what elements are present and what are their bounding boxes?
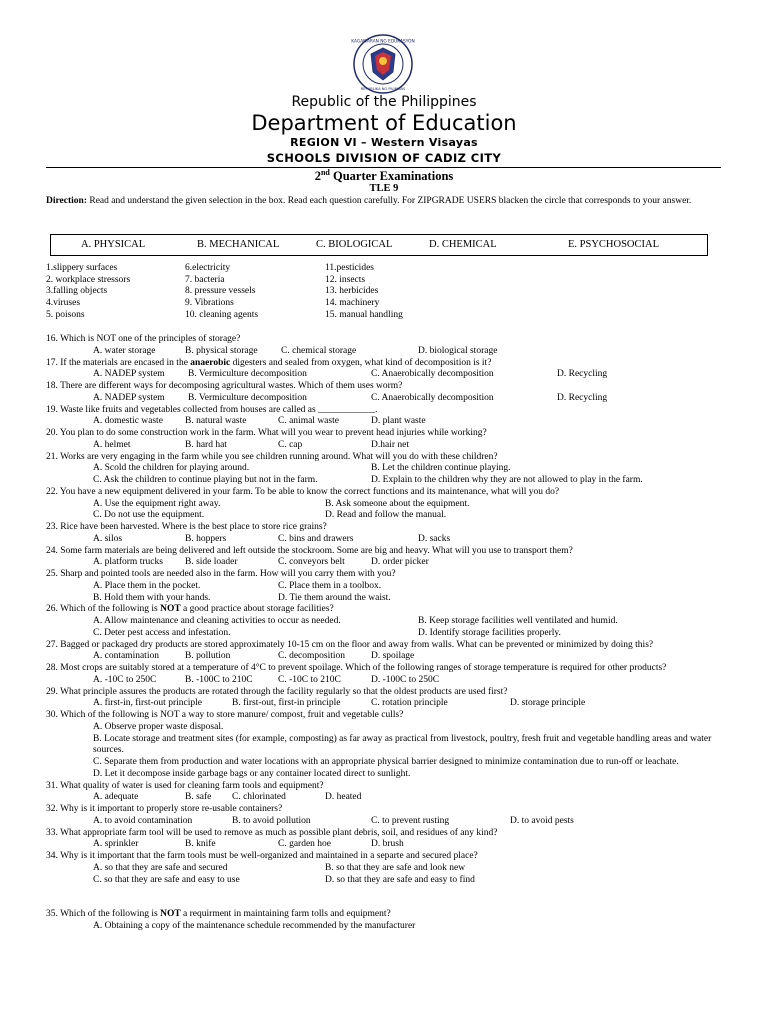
- option: D. Read and follow the manual.: [325, 510, 447, 521]
- option: B. physical storage: [185, 345, 258, 356]
- list-item: 1.slippery surfaces: [46, 263, 118, 273]
- option: A. domestic waste: [93, 416, 163, 427]
- option: D. sacks: [418, 533, 451, 544]
- division-heading: SCHOOLS DIVISION OF CADIZ CITY: [266, 151, 502, 165]
- question-22: 22. You have a new equipment delivered in your farm. To be able to know the correct functions and its maintenance, what will you do?: [46, 486, 560, 497]
- option: D. so that they are safe and easy to find: [325, 874, 475, 885]
- option: B. Locate storage and treatment sites (for example, composting) as far away as practical from livestock, poultry, fresh fruit and vegetable handling areas and water sources.: [93, 733, 712, 756]
- question-31-options: [46, 792, 726, 804]
- option: C. Anaerobically decomposition: [371, 369, 494, 380]
- option: C. chlorinated: [232, 792, 286, 803]
- option: D. plant waste: [371, 416, 426, 427]
- list-item: 9. Vibrations: [185, 298, 234, 309]
- option: D. -100C to 250C: [371, 674, 440, 685]
- option: A. adequate: [93, 792, 139, 803]
- option: A. Observe proper waste disposal.: [93, 721, 224, 732]
- items-column-3: [325, 263, 403, 322]
- option: B. hard hat: [185, 439, 227, 450]
- question-19: 19. Waste like fruits and vegetables collected from houses are called as ____________.: [46, 404, 378, 415]
- list-item: 3.falling objects: [46, 286, 108, 297]
- question-27: 27. Bagged or packaged dry products are stored approximately 10-15 cm on the floor and away from walls. What can be prevented or minimized by doing this?: [46, 639, 654, 650]
- option: B. side loader: [185, 557, 238, 568]
- option: C. Deter pest access and infestation.: [93, 627, 231, 638]
- option: C. rotation principle: [371, 698, 448, 709]
- option: B. hoppers: [185, 533, 227, 544]
- question-34: 34. Why is it important that the farm tools must be well-organized and maintained in a separte and secured place?: [46, 851, 478, 861]
- option: B. Keep storage facilities well ventilated and humid.: [418, 616, 618, 626]
- option: A. Use the equipment right away.: [93, 498, 221, 509]
- option: C. -10C to 210C: [278, 674, 341, 685]
- question-18: 18. There are different ways for decomposing agricultural wastes. Which of them uses worm?: [46, 381, 403, 391]
- question-16-options: [46, 346, 726, 358]
- option: D. brush: [371, 839, 404, 850]
- question-18-options: [46, 393, 726, 405]
- option: D. heated: [325, 792, 362, 803]
- question-26: 26. Which of the following is NOT a good practice about storage facilities?: [46, 604, 334, 615]
- question-23: 23. Rice have been harvested. Where is the best place to store rice grains?: [46, 522, 327, 532]
- question-27-options: [46, 651, 726, 663]
- option: B. natural waste: [185, 416, 247, 427]
- option: D. order picker: [371, 557, 429, 568]
- question-29: 29. What principle assures the products are rotated through the facility regularly so that the oldest products are used first?: [46, 686, 508, 697]
- option: A. -10C to 250C: [93, 674, 157, 685]
- option: C. Anaerobically decomposition: [371, 392, 494, 403]
- option: D.hair net: [371, 439, 409, 450]
- option: A. first-in, first-out principle: [93, 698, 202, 709]
- question-32-options: [46, 816, 726, 828]
- question-22-options-row2: [46, 510, 726, 522]
- question-35: 35. Which of the following is NOT a requirment in maintaining farm tolls and equipment?: [46, 909, 391, 920]
- option: C. to prevent rusting: [371, 815, 450, 826]
- hazard-choices-box: [50, 234, 708, 256]
- option: B. Hold them with your hands.: [93, 592, 211, 603]
- list-item: 6.electricity: [185, 263, 231, 273]
- option: B. safe: [185, 792, 212, 803]
- list-item: 4.viruses: [46, 298, 81, 309]
- option: C. decomposition: [278, 651, 346, 662]
- option: A. Obtaining a copy of the maintenance schedule recommended by the manufacturer: [93, 921, 416, 931]
- question-28-options: [46, 675, 726, 687]
- exam-title: 2nd Quarter Examinations: [314, 168, 454, 184]
- choice-chemical: D. CHEMICAL: [429, 239, 497, 250]
- list-item: 8. pressure vessels: [185, 286, 256, 297]
- option: B. Let the children continue playing.: [371, 463, 511, 474]
- option: B. Vermiculture decomposition: [188, 369, 307, 380]
- question-26-options-row2: [46, 628, 726, 640]
- list-item: 5. poisons: [46, 309, 85, 320]
- option: B. -100C to 210C: [185, 674, 253, 685]
- question-17: 17. If the materials are encased in the anaerobic digesters and sealed from oxygen, what kind of decomposition is it?: [46, 357, 492, 368]
- option: C. so that they are safe and easy to use: [93, 874, 240, 885]
- svg-text:KAGAWARAN NG EDUKASYON: KAGAWARAN NG EDUKASYON: [351, 39, 415, 45]
- option: B. pollution: [185, 651, 231, 662]
- list-item: 15. manual handling: [325, 309, 403, 320]
- option: A. NADEP system: [93, 369, 165, 380]
- option: B. Ask someone about the equipment.: [325, 498, 470, 509]
- choice-biological: C. BIOLOGICAL: [316, 239, 393, 250]
- question-28: 28. Most crops are suitably stored at a temperature of 4°C to prevent spoilage. Which of the following ranges of storage temperature is required for other products?: [46, 663, 667, 673]
- question-19-options: [46, 416, 726, 428]
- region-heading: REGION VI – Western Visayas: [290, 136, 478, 149]
- option: D. Recycling: [557, 369, 608, 380]
- question-31: 31. What quality of water is used for cleaning farm tools and equipment?: [46, 780, 324, 791]
- question-34-options: [46, 863, 726, 875]
- option: A. water storage: [93, 345, 156, 356]
- option: D. to avoid pests: [510, 815, 574, 826]
- option: D. Identify storage facilities properly.: [418, 627, 561, 638]
- option: C. bins and drawers: [278, 533, 354, 544]
- question-30: 30. Which of the following is NOT a way to store manure/ compost, fruit and vegetable culls?: [46, 710, 404, 720]
- svg-text:REPUBLIKA NG PILIPINAS: REPUBLIKA NG PILIPINAS: [360, 87, 406, 91]
- question-30-options: [46, 722, 726, 781]
- option: C. Place them in a toolbox.: [278, 580, 382, 591]
- option: A. platform trucks: [93, 557, 163, 568]
- question-26-options: [46, 616, 726, 628]
- option: D. Tie them around the waist.: [278, 592, 391, 603]
- question-21: 21. Works are very engaging in the farm while you see children running around. What will you do with these children?: [46, 451, 498, 462]
- option: C. Do not use the equipment.: [93, 510, 205, 521]
- list-item: 7. bacteria: [185, 274, 225, 285]
- question-25: 25. Sharp and pointed tools are needed also in the farm. How will you carry them with you?: [46, 569, 396, 579]
- list-item: 14. machinery: [325, 298, 380, 309]
- list-item: 10. cleaning agents: [185, 309, 259, 320]
- option: B. first-out, first-in principle: [232, 698, 341, 709]
- subject-title: TLE 9: [369, 183, 399, 194]
- option: D. spoilage: [371, 651, 415, 662]
- question-20: 20. You plan to do some construction work in the farm. What will you wear to prevent head injuries while working?: [46, 428, 487, 438]
- question-20-options: [46, 440, 726, 452]
- question-35-options: [46, 921, 726, 933]
- question-33-options: [46, 839, 726, 851]
- choice-mechanical: B. MECHANICAL: [197, 239, 280, 250]
- question-24: 24. Some farm materials are being delivered and left outside the stockroom. Some are big and heavy. What will you use to transport them?: [46, 545, 573, 556]
- option: A. Allow maintenance and cleaning activities to occur as needed.: [93, 616, 341, 626]
- option: C. Separate them from production and water locations with an appropriate physical barrier designed to minimize contamination due to run-off or leachate.: [93, 757, 679, 767]
- option: A. helmet: [93, 439, 131, 450]
- option: A. Scold the children for playing around.: [93, 463, 250, 474]
- option: A. NADEP system: [93, 392, 165, 403]
- question-17-options: [46, 369, 726, 381]
- option: D. Let it decompose inside garbage bags or any container located direct to sunlight.: [93, 768, 411, 779]
- list-item: 12. insects: [325, 274, 366, 285]
- question-22-options: [46, 499, 726, 511]
- option: C. Ask the children to continue playing but not in the farm.: [93, 475, 318, 485]
- items-column-2: [185, 263, 258, 322]
- option: C. chemical storage: [281, 345, 357, 356]
- option: C. garden hoe: [278, 839, 332, 850]
- question-33: 33. What appropriate farm tool will be used to remove as much as possible plant debris, soil, and residues of any kind?: [46, 827, 498, 838]
- option: D. storage principle: [510, 698, 586, 709]
- option: A. Place them in the pocket.: [93, 580, 201, 591]
- option: C. animal waste: [278, 416, 339, 427]
- option: C. cap: [278, 439, 303, 450]
- option: B. knife: [185, 839, 216, 850]
- option: C. conveyors belt: [278, 557, 345, 568]
- option: B. Vermiculture decomposition: [188, 392, 307, 403]
- list-item: 13. herbicides: [325, 286, 379, 297]
- question-34-options-row2: [46, 875, 726, 887]
- option: A. contamination: [93, 651, 159, 662]
- choice-physical: A. PHYSICAL: [81, 239, 146, 250]
- option: A. to avoid contamination: [93, 815, 193, 826]
- deped-seal-logo: [345, 34, 421, 94]
- list-item: 11.pesticides: [325, 263, 374, 273]
- questions-section: [46, 334, 726, 933]
- question-32: 32. Why is it important to properly store re-usable containers?: [46, 804, 283, 814]
- question-24-options: [46, 557, 726, 569]
- department-heading: Department of Education: [251, 111, 517, 135]
- option: D. Explain to the children why they are not allowed to play in the farm.: [371, 475, 643, 485]
- items-column-1: [46, 263, 130, 322]
- question-21-options-row2: [46, 475, 726, 487]
- question-23-options: [46, 534, 726, 546]
- question-29-options: [46, 698, 726, 710]
- republic-heading: Republic of the Philippines: [291, 94, 477, 110]
- option: A. silos: [93, 533, 123, 544]
- option: B. so that they are safe and look new: [325, 862, 466, 873]
- question-16: 16. Which is NOT one of the principles of storage?: [46, 334, 241, 344]
- option: D. Recycling: [557, 392, 608, 403]
- option: A. so that they are safe and secured: [93, 862, 228, 873]
- direction-paragraph: Direction: Read and understand the given selection in the box. Read each question carefully. For ZIPGRADE USERS blacken the circle that corresponds to your answer.: [46, 196, 692, 206]
- spacer: [46, 886, 726, 909]
- option: A. sprinkler: [93, 839, 139, 850]
- question-25-options: [46, 581, 726, 593]
- question-21-options: [46, 463, 726, 475]
- question-25-options-row2: [46, 593, 726, 605]
- option: D. biological storage: [418, 345, 498, 356]
- choice-psychosocial: E. PSYCHOSOCIAL: [568, 239, 660, 250]
- list-item: 2. workplace stressors: [46, 274, 131, 285]
- option: B. to avoid pollution: [232, 815, 311, 826]
